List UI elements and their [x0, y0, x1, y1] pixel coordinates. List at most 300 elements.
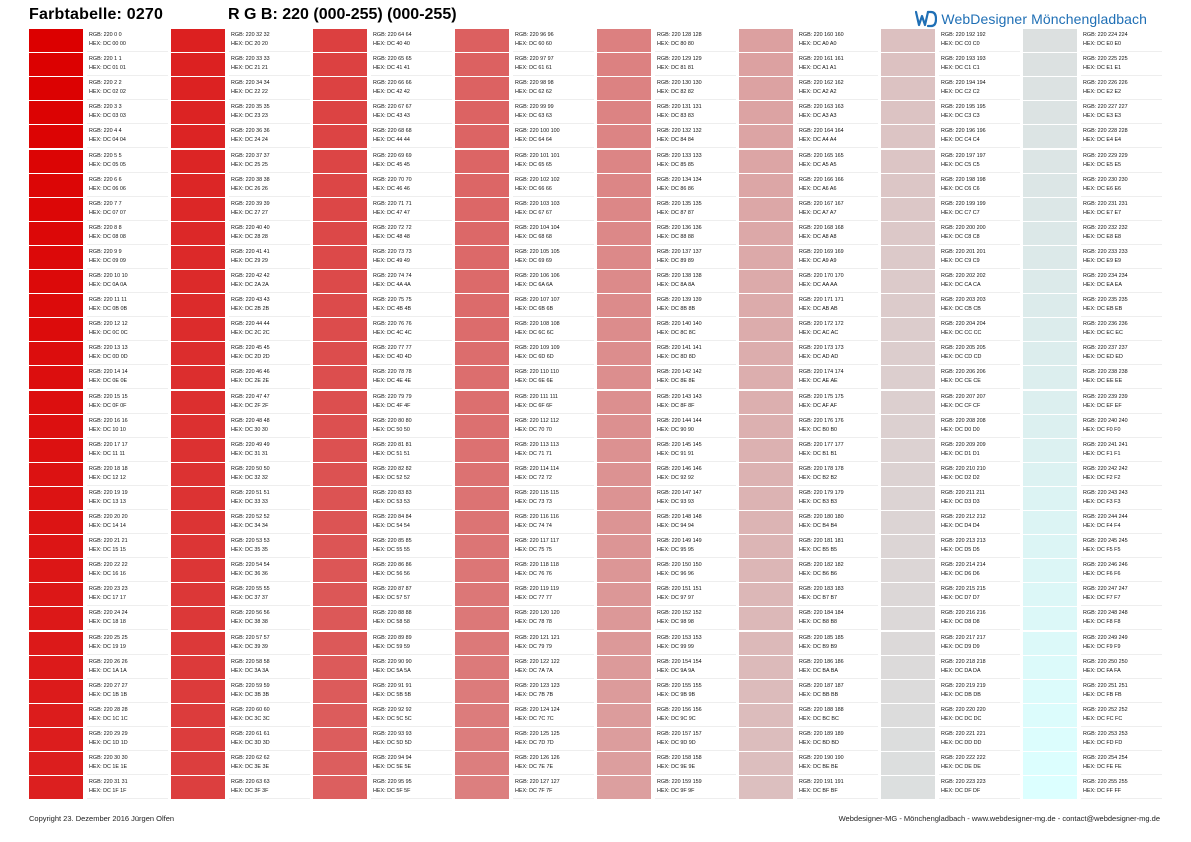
color-cell [455, 414, 597, 438]
color-swatch [597, 511, 651, 534]
rgb-label: RGB: 220 114 114 [515, 465, 559, 472]
hex-label: HEX: DC 42 42 [373, 89, 410, 96]
color-swatch [1023, 463, 1077, 486]
color-swatch [29, 656, 83, 679]
rgb-label: RGB: 220 255 255 [1083, 779, 1128, 786]
color-cell [1023, 28, 1165, 52]
hex-label: HEX: DC E6 E6 [1083, 185, 1122, 192]
rgb-label: RGB: 220 94 94 [373, 755, 412, 761]
rgb-label: RGB: 220 55 55 [231, 586, 270, 593]
color-swatch [597, 776, 651, 799]
color-swatch [739, 656, 793, 679]
hex-label: HEX: DC D7 D7 [941, 595, 980, 602]
hex-label: HEX: DC D1 D1 [941, 450, 980, 457]
color-cell [171, 510, 313, 534]
color-swatch [881, 487, 935, 510]
color-swatch [739, 29, 793, 52]
color-cell [597, 100, 739, 124]
hex-label: HEX: DC 6F 6F [515, 402, 553, 409]
hex-label: HEX: DC CD CD [941, 354, 982, 361]
color-cell [881, 245, 1023, 269]
hex-label: HEX: DC CA CA [941, 282, 981, 288]
hex-label: HEX: DC B3 B3 [799, 498, 838, 505]
color-swatch [171, 704, 225, 727]
color-cell [455, 365, 597, 389]
hex-label: HEX: DC 65 65 [515, 161, 552, 168]
rgb-label: RGB: 220 198 198 [941, 176, 986, 183]
rgb-label: RGB: 220 244 244 [1083, 514, 1128, 520]
rgb-label: RGB: 220 139 139 [657, 297, 702, 304]
color-swatch [597, 77, 651, 100]
rgb-label: RGB: 220 4 4 [89, 128, 122, 135]
rgb-label: RGB: 220 120 120 [515, 610, 560, 617]
hex-label: HEX: DC 69 69 [515, 257, 552, 264]
color-swatch [313, 704, 367, 727]
hex-label: HEX: DC 54 54 [373, 523, 410, 529]
hex-label: HEX: DC 15 15 [89, 547, 126, 554]
color-swatch [739, 366, 793, 389]
rgb-label: RGB: 220 42 42 [231, 273, 270, 279]
rgb-label: RGB: 220 8 8 [89, 224, 122, 231]
rgb-label: RGB: 220 157 157 [657, 730, 702, 737]
hex-label: HEX: DC F8 F8 [1083, 619, 1121, 626]
rgb-label: RGB: 220 119 119 [515, 586, 559, 593]
hex-label: HEX: DC BC BC [799, 715, 839, 722]
color-cell [313, 462, 455, 486]
color-cell [1023, 751, 1165, 775]
color-swatch [597, 583, 651, 606]
rgb-label: RGB: 220 59 59 [231, 682, 270, 689]
rgb-label: RGB: 220 62 62 [231, 755, 270, 761]
color-cell [881, 606, 1023, 630]
color-swatch [881, 342, 935, 365]
hex-label: HEX: DC 21 21 [231, 65, 268, 72]
color-swatch [881, 511, 935, 534]
color-swatch [313, 342, 367, 365]
hex-label: HEX: DC 37 37 [231, 595, 268, 602]
color-cell [171, 28, 313, 52]
rgb-label: RGB: 220 208 208 [941, 417, 986, 424]
hex-label: HEX: DC CB CB [941, 306, 981, 313]
color-cell [29, 197, 171, 221]
hex-label: HEX: DC 9F 9F [657, 788, 695, 795]
rgb-label: RGB: 220 46 46 [231, 369, 270, 376]
hex-label: HEX: DC EB EB [1083, 306, 1123, 313]
rgb-label: RGB: 220 147 147 [657, 489, 702, 496]
rgb-label: RGB: 220 131 131 [657, 104, 702, 111]
hex-label: HEX: DC 64 64 [515, 137, 552, 144]
color-swatch [313, 728, 367, 751]
rgb-label: RGB: 220 240 240 [1083, 417, 1128, 424]
rgb-label: RGB: 220 194 194 [941, 80, 986, 87]
color-cell [171, 76, 313, 100]
color-cell [313, 341, 455, 365]
hex-label: HEX: DC D4 D4 [941, 523, 980, 529]
hex-label: HEX: DC A6 A6 [799, 185, 837, 192]
rgb-label: RGB: 220 18 18 [89, 465, 128, 472]
color-swatch [739, 487, 793, 510]
hex-label: HEX: DC 1D 1D [89, 739, 128, 746]
rgb-label: RGB: 220 105 105 [515, 248, 560, 255]
color-cell [881, 775, 1023, 799]
rgb-label: RGB: 220 127 127 [515, 779, 560, 786]
hex-label: HEX: DC 9D 9D [657, 739, 696, 746]
rgb-label: RGB: 220 70 70 [373, 176, 412, 183]
color-swatch [171, 294, 225, 317]
hex-label: HEX: DC 94 94 [657, 523, 694, 529]
hex-label: HEX: DC 7B 7B [515, 691, 554, 698]
color-cell [171, 293, 313, 317]
color-cell [881, 534, 1023, 558]
color-cell [739, 269, 881, 293]
rgb-label: RGB: 220 69 69 [373, 152, 412, 159]
color-swatch [171, 53, 225, 76]
color-cell [171, 534, 313, 558]
hex-label: HEX: DC 75 75 [515, 547, 552, 554]
color-swatch [171, 607, 225, 630]
hex-label: HEX: DC 06 06 [89, 185, 126, 192]
color-cell [455, 390, 597, 414]
rgb-range-title: R G B: 220 (000-255) (000-255) [228, 6, 457, 23]
rgb-label: RGB: 220 236 236 [1083, 321, 1128, 328]
wd-logo-icon [915, 9, 937, 29]
color-swatch [171, 174, 225, 197]
color-swatch [171, 776, 225, 799]
color-cell [1023, 245, 1165, 269]
rgb-label: RGB: 220 233 233 [1083, 248, 1128, 255]
rgb-label: RGB: 220 27 27 [89, 682, 128, 689]
color-cell [597, 293, 739, 317]
color-swatch [881, 559, 935, 582]
hex-label: HEX: DC 32 32 [231, 474, 268, 481]
color-cell [29, 124, 171, 148]
rgb-label: RGB: 220 202 202 [941, 273, 986, 279]
color-swatch [171, 656, 225, 679]
color-swatch [1023, 511, 1077, 534]
hex-label: HEX: DC E8 E8 [1083, 233, 1122, 240]
rgb-label: RGB: 220 95 95 [373, 779, 412, 786]
color-swatch [29, 415, 83, 438]
color-cell [597, 438, 739, 462]
rgb-label: RGB: 220 135 135 [657, 200, 702, 207]
hex-label: HEX: DC F2 F2 [1083, 474, 1121, 481]
hex-label: HEX: DC 52 52 [373, 474, 410, 481]
rgb-label: RGB: 220 98 98 [515, 80, 554, 87]
rgb-label: RGB: 220 154 154 [657, 658, 702, 665]
color-swatch [1023, 270, 1077, 293]
hex-label: HEX: DC 76 76 [515, 571, 552, 578]
rgb-label: RGB: 220 140 140 [657, 321, 702, 328]
rgb-label: RGB: 220 22 22 [89, 562, 128, 569]
color-swatch [597, 463, 651, 486]
hex-label: HEX: DC 2E 2E [231, 378, 270, 385]
rgb-label: RGB: 220 72 72 [373, 224, 412, 231]
hex-label: HEX: DC A2 A2 [799, 89, 837, 96]
color-cell [171, 173, 313, 197]
color-cell [597, 269, 739, 293]
color-cell [881, 28, 1023, 52]
rgb-label: RGB: 220 81 81 [373, 441, 412, 448]
hex-label: HEX: DC 66 66 [515, 185, 552, 192]
color-cell [171, 462, 313, 486]
hex-label: HEX: DC 96 96 [657, 571, 694, 578]
rgb-label: RGB: 220 241 241 [1083, 441, 1128, 448]
rgb-label: RGB: 220 182 182 [799, 562, 844, 569]
rgb-label: RGB: 220 230 230 [1083, 176, 1128, 183]
hex-label: HEX: DC 7C 7C [515, 715, 554, 722]
color-swatch [313, 318, 367, 341]
color-cell [739, 438, 881, 462]
hex-label: HEX: DC 5D 5D [373, 739, 412, 746]
color-cell [171, 751, 313, 775]
color-swatch [1023, 728, 1077, 751]
rgb-label: RGB: 220 1 1 [89, 56, 122, 63]
color-cell [171, 655, 313, 679]
brand-logo[interactable] [915, 8, 1147, 30]
contact-footer[interactable]: Webdesigner-MG - Mönchengladbach - www.webdesigner-mg.de - contact@webdesigner-mg.de [838, 814, 1160, 823]
hex-label: HEX: DC 1A 1A [89, 667, 127, 674]
rgb-label: RGB: 220 23 23 [89, 586, 128, 593]
rgb-label: RGB: 220 132 132 [657, 128, 702, 135]
rgb-label: RGB: 220 126 126 [515, 755, 560, 761]
hex-label: HEX: DC 43 43 [373, 113, 410, 120]
rgb-label: RGB: 220 89 89 [373, 634, 412, 641]
color-swatch [313, 198, 367, 221]
hex-label: HEX: DC 50 50 [373, 426, 410, 433]
color-swatch [881, 318, 935, 341]
color-swatch [597, 318, 651, 341]
rgb-label: RGB: 220 31 31 [89, 779, 128, 786]
hex-label: HEX: DC 5B 5B [373, 691, 412, 698]
rgb-label: RGB: 220 71 71 [373, 200, 412, 207]
rgb-label: RGB: 220 96 96 [515, 32, 554, 38]
color-swatch [313, 77, 367, 100]
color-cell [171, 221, 313, 245]
color-cell [455, 534, 597, 558]
color-swatch [739, 559, 793, 582]
hex-label: HEX: DC 05 05 [89, 161, 126, 168]
color-swatch [455, 728, 509, 751]
copyright-footer: Copyright 23. Dezember 2016 Jürgen Olfen [29, 814, 175, 823]
color-swatch [597, 270, 651, 293]
color-cell [171, 631, 313, 655]
color-cell [597, 365, 739, 389]
color-cell [29, 534, 171, 558]
color-swatch [881, 463, 935, 486]
hex-label: HEX: DC 3E 3E [231, 764, 270, 770]
color-cell [313, 149, 455, 173]
hex-label: HEX: DC 7F 7F [515, 788, 553, 795]
color-swatch [739, 222, 793, 245]
rgb-label: RGB: 220 151 151 [657, 586, 702, 593]
color-cell [739, 341, 881, 365]
hex-label: HEX: DC 59 59 [373, 643, 410, 650]
color-swatch [881, 125, 935, 148]
color-cell [455, 462, 597, 486]
color-cell [739, 124, 881, 148]
color-cell [313, 197, 455, 221]
rgb-label: RGB: 220 158 158 [657, 755, 702, 761]
rgb-label: RGB: 220 205 205 [941, 345, 986, 352]
color-swatch [455, 680, 509, 703]
rgb-label: RGB: 220 141 141 [657, 345, 702, 352]
color-swatch [29, 583, 83, 606]
hex-label: HEX: DC 40 40 [373, 41, 410, 47]
color-swatch [29, 680, 83, 703]
hex-label: HEX: DC C5 C5 [941, 161, 980, 168]
rgb-label: RGB: 220 217 217 [941, 634, 986, 641]
hex-label: HEX: DC 4E 4E [373, 378, 412, 385]
color-swatch [881, 680, 935, 703]
color-cell [597, 558, 739, 582]
rgb-label: RGB: 220 170 170 [799, 273, 844, 279]
color-swatch [171, 222, 225, 245]
color-swatch [455, 511, 509, 534]
color-swatch [313, 632, 367, 655]
color-cell [313, 438, 455, 462]
hex-label: HEX: DC 28 28 [231, 233, 268, 240]
hex-label: HEX: DC 5E 5E [373, 764, 412, 770]
hex-label: HEX: DC 44 44 [373, 137, 410, 144]
color-cell [313, 245, 455, 269]
color-cell [597, 655, 739, 679]
color-swatch [597, 174, 651, 197]
color-swatch [313, 487, 367, 510]
hex-label: HEX: DC BA BA [799, 667, 838, 674]
color-cell [455, 510, 597, 534]
rgb-label: RGB: 220 159 159 [657, 779, 702, 786]
color-swatch [455, 415, 509, 438]
color-cell [29, 486, 171, 510]
rgb-label: RGB: 220 249 249 [1083, 634, 1128, 641]
color-swatch [1023, 776, 1077, 799]
rgb-label: RGB: 220 156 156 [657, 706, 702, 713]
color-cell [313, 703, 455, 727]
color-swatch [313, 415, 367, 438]
rgb-label: RGB: 220 226 226 [1083, 80, 1128, 87]
color-swatch [881, 439, 935, 462]
color-swatch [739, 535, 793, 558]
color-cell [313, 486, 455, 510]
color-cell [881, 173, 1023, 197]
rgb-label: RGB: 220 54 54 [231, 562, 270, 569]
hex-label: HEX: DC D0 D0 [941, 426, 980, 433]
hex-label: HEX: DC 03 03 [89, 113, 126, 120]
hex-label: HEX: DC 62 62 [515, 89, 552, 96]
color-swatch [881, 704, 935, 727]
rgb-label: RGB: 220 234 234 [1083, 273, 1128, 279]
hex-label: HEX: DC 78 78 [515, 619, 552, 626]
color-swatch [313, 53, 367, 76]
color-cell [881, 414, 1023, 438]
color-cell [1023, 606, 1165, 630]
color-cell [455, 341, 597, 365]
color-swatch [171, 511, 225, 534]
rgb-label: RGB: 220 251 251 [1083, 682, 1128, 689]
color-cell [1023, 462, 1165, 486]
color-swatch [171, 583, 225, 606]
rgb-label: RGB: 220 242 242 [1083, 465, 1128, 472]
rgb-label: RGB: 220 38 38 [231, 176, 270, 183]
color-swatch [597, 487, 651, 510]
rgb-label: RGB: 220 196 196 [941, 128, 986, 135]
color-cell [1023, 727, 1165, 751]
rgb-label: RGB: 220 160 160 [799, 32, 844, 38]
rgb-label: RGB: 220 206 206 [941, 369, 986, 376]
hex-label: HEX: DC FE FE [1083, 764, 1122, 770]
color-cell [29, 317, 171, 341]
color-cell [313, 631, 455, 655]
hex-label: HEX: DC A8 A8 [799, 233, 837, 240]
hex-label: HEX: DC 93 93 [657, 498, 694, 505]
rgb-label: RGB: 220 56 56 [231, 610, 270, 617]
color-swatch [313, 752, 367, 775]
color-swatch [881, 607, 935, 630]
color-cell [739, 173, 881, 197]
row-divider [371, 798, 452, 799]
color-cell [739, 486, 881, 510]
color-swatch [29, 246, 83, 269]
rgb-label: RGB: 220 97 97 [515, 56, 554, 63]
color-cell [1023, 703, 1165, 727]
rgb-label: RGB: 220 216 216 [941, 610, 986, 617]
rgb-label: RGB: 220 219 219 [941, 682, 986, 689]
color-swatch [455, 583, 509, 606]
hex-label: HEX: DC 83 83 [657, 113, 694, 120]
hex-label: HEX: DC C3 C3 [941, 113, 980, 120]
color-swatch [313, 101, 367, 124]
color-cell [455, 149, 597, 173]
color-cell [1023, 149, 1165, 173]
rgb-label: RGB: 220 176 176 [799, 417, 844, 424]
color-cell [597, 197, 739, 221]
rgb-label: RGB: 220 3 3 [89, 104, 122, 111]
hex-label: HEX: DC B8 B8 [799, 619, 838, 626]
color-swatch [29, 511, 83, 534]
hex-label: HEX: DC 25 25 [231, 161, 268, 168]
rgb-label: RGB: 220 32 32 [231, 32, 270, 38]
color-cell [881, 703, 1023, 727]
hex-label: HEX: DC 4F 4F [373, 402, 411, 409]
hex-label: HEX: DC BB BB [799, 691, 839, 698]
rgb-label: RGB: 220 5 5 [89, 152, 122, 159]
color-swatch [313, 559, 367, 582]
color-swatch [29, 632, 83, 655]
hex-label: HEX: DC 13 13 [89, 498, 126, 505]
color-swatch [455, 53, 509, 76]
color-swatch [171, 270, 225, 293]
color-cell [29, 606, 171, 630]
rgb-label: RGB: 220 13 13 [89, 345, 128, 352]
rgb-label: RGB: 220 133 133 [657, 152, 702, 159]
color-cell [1023, 510, 1165, 534]
color-cell [597, 703, 739, 727]
color-swatch [881, 294, 935, 317]
color-cell [29, 76, 171, 100]
color-swatch [1023, 342, 1077, 365]
hex-label: HEX: DC 86 86 [657, 185, 694, 192]
color-swatch [29, 29, 83, 52]
hex-label: HEX: DC B1 B1 [799, 450, 838, 457]
color-table [29, 28, 1164, 800]
color-swatch [29, 487, 83, 510]
rgb-label: RGB: 220 224 224 [1083, 32, 1128, 38]
rgb-label: RGB: 220 207 207 [941, 393, 986, 400]
color-cell [881, 510, 1023, 534]
hex-label: HEX: DC 3B 3B [231, 691, 270, 698]
color-swatch [881, 77, 935, 100]
color-cell [739, 293, 881, 317]
